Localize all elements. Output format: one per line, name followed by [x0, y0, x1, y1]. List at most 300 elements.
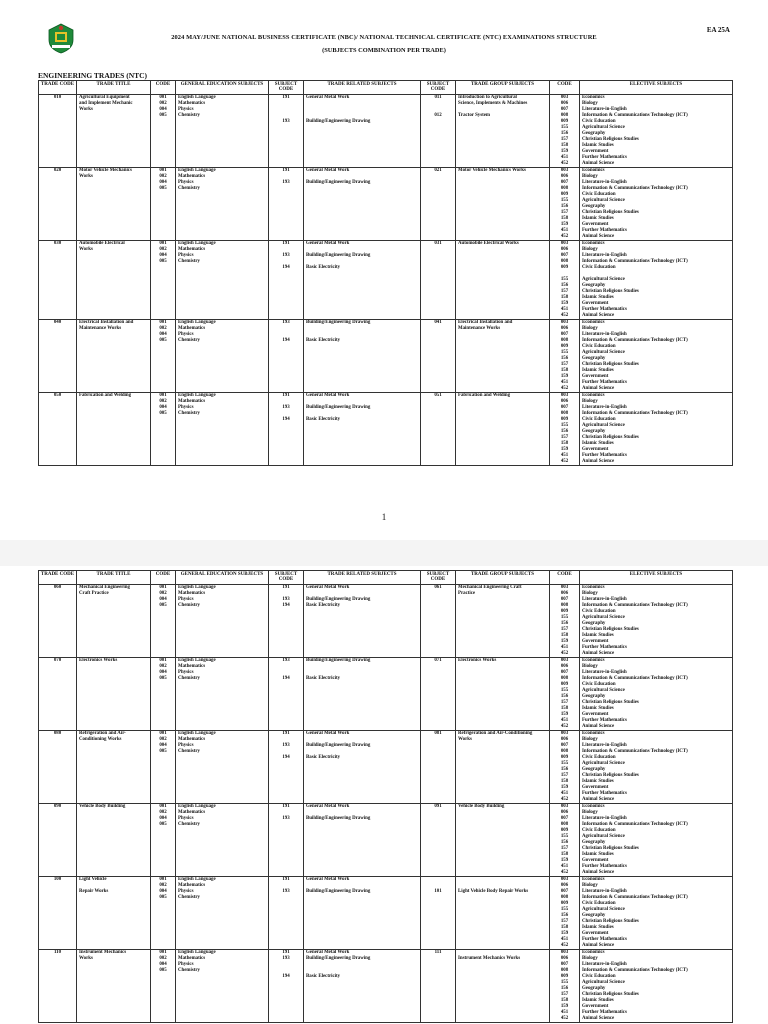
subject-name: Islamic Studies — [582, 215, 614, 221]
subject-code: 007 — [560, 252, 569, 258]
subject-name: Agricultural Science — [582, 906, 625, 912]
subject-code: 193 — [282, 252, 290, 258]
subject-code: 003 — [560, 392, 569, 398]
subject-name: Biology — [582, 882, 598, 888]
subject-code: 191 — [282, 392, 290, 398]
subject-code: 158 — [560, 632, 569, 638]
elective-codes — [550, 94, 580, 167]
trade-code: 080 — [39, 730, 77, 803]
subject-code: 159 — [560, 148, 569, 154]
subject-name: Animal Science — [582, 233, 615, 239]
subject-code: 156 — [560, 428, 569, 434]
subject-code: 003 — [560, 657, 569, 663]
subject-code: 156 — [560, 766, 569, 772]
general-education-codes — [151, 657, 176, 730]
trade-related-subjects — [304, 240, 421, 319]
page-number: 1 — [381, 512, 387, 522]
trade-code: 050 — [39, 392, 77, 465]
table-row — [39, 584, 733, 657]
subject-name: General Metal Work — [306, 803, 350, 809]
subject-name: Chemistry — [178, 602, 201, 608]
document-subtitle: (SUBJECTS COMBINATION PER TRADE) — [322, 47, 446, 54]
subject-code: 157 — [560, 434, 569, 440]
trade-group-subjects — [456, 392, 550, 465]
subject-name: Agricultural Science — [582, 614, 625, 620]
subject-name: Further Mathematics — [582, 644, 627, 650]
subject-code: 159 — [560, 373, 569, 379]
subject-code: 156 — [560, 985, 569, 991]
general-education-codes — [151, 949, 176, 1022]
subject-name: Basic Electricity — [306, 602, 341, 608]
subject-name: Physics — [178, 331, 194, 337]
subject-code: 004 — [159, 331, 167, 337]
subject-code: 191 — [282, 949, 290, 955]
subject-code: 157 — [560, 772, 569, 778]
subject-code: 004 — [159, 888, 167, 894]
subject-name: Biology — [582, 100, 598, 106]
subject-code: 452 — [560, 312, 569, 318]
subject-name: Agricultural Science — [582, 760, 625, 766]
subject-name: Government — [582, 446, 609, 452]
subject-name: Building/Engineering Drawing — [306, 404, 371, 410]
subject-name: General Metal Work — [306, 167, 350, 173]
trade-title-line: Conditioning Works — [79, 736, 122, 742]
trade-related-subjects — [304, 803, 421, 876]
subject-code: 451 — [560, 936, 569, 942]
subject-name: Economics — [582, 94, 605, 100]
subject-name: Government — [582, 857, 609, 863]
trade-related-codes — [269, 949, 304, 1022]
trade-group-subjects — [456, 730, 550, 803]
trade-title — [77, 392, 151, 465]
subject-code: 071 — [434, 657, 442, 663]
subject-name: Building/Engineering Drawing — [306, 888, 371, 894]
general-education-subjects — [176, 240, 269, 319]
trade-related-codes — [269, 167, 304, 240]
subject-code: 451 — [560, 717, 569, 723]
subject-name: Government — [582, 1003, 609, 1009]
subject-code: 061 — [434, 584, 442, 590]
subject-code: 031 — [434, 240, 442, 246]
subject-name: English Language — [178, 319, 216, 325]
subject-name: Civic Education — [582, 681, 616, 687]
column-header: SUBJECT CODE — [421, 81, 456, 95]
table-row — [39, 803, 733, 876]
trade-title-line: Works — [79, 246, 93, 252]
trade-related-codes — [269, 392, 304, 465]
trade-related-codes — [269, 730, 304, 803]
subject-name: Mathematics — [178, 325, 206, 331]
subject-code: 006 — [560, 736, 569, 742]
table-row — [39, 949, 733, 1022]
subject-code: 191 — [282, 876, 290, 882]
subject-code: 003 — [560, 240, 569, 246]
subject-name: Chemistry — [178, 821, 201, 827]
general-education-subjects — [176, 657, 269, 730]
subject-name: Agricultural Science — [582, 197, 625, 203]
subject-name: Biology — [582, 173, 598, 179]
subject-name: Chemistry — [178, 410, 201, 416]
subject-code: 452 — [560, 796, 569, 802]
subject-name: Agricultural Science — [582, 276, 625, 282]
general-education-codes — [151, 803, 176, 876]
elective-codes — [550, 876, 580, 949]
subject-name: Basic Electricity — [306, 973, 341, 979]
column-header: GENERAL EDUCATION SUBJECTS — [176, 81, 269, 95]
subject-code: 001 — [159, 584, 167, 590]
subject-name: Agricultural Science — [582, 979, 625, 985]
subject-code: 004 — [159, 252, 167, 258]
subject-name: Civic Education — [582, 754, 616, 760]
subject-name: General Metal Work — [306, 94, 350, 100]
subject-name: Islamic Studies — [582, 440, 614, 446]
subject-name: General Metal Work — [306, 949, 350, 955]
subject-name: Information & Communications Technology (ICT) — [582, 602, 688, 608]
general-education-subjects — [176, 319, 269, 392]
subject-name: English Language — [178, 392, 216, 398]
column-header: CODE — [550, 571, 580, 585]
subject-name: Physics — [178, 961, 194, 967]
general-education-codes — [151, 584, 176, 657]
subject-code: 194 — [282, 602, 290, 608]
subject-code: 158 — [560, 440, 569, 446]
subject-name: Christian Religious Studies — [582, 209, 639, 215]
subject-name: Government — [582, 373, 609, 379]
trade-related-codes — [269, 657, 304, 730]
subject-code: 159 — [560, 638, 569, 644]
subject-code: 005 — [159, 821, 167, 827]
subject-code: 001 — [159, 167, 167, 173]
subject-code: 001 — [159, 94, 167, 100]
subject-code: 003 — [560, 319, 569, 325]
subject-code: 008 — [560, 821, 569, 827]
subject-name: Chemistry — [178, 748, 201, 754]
subject-name: Building/Engineering Drawing — [306, 252, 371, 258]
table-row — [39, 319, 733, 392]
table-header-row — [39, 81, 733, 95]
subject-code: 001 — [159, 657, 167, 663]
elective-codes — [550, 657, 580, 730]
subject-code: 158 — [560, 705, 569, 711]
subject-name: Basic Electricity — [306, 337, 341, 343]
trade-related-codes — [269, 584, 304, 657]
subject-name: Biology — [582, 590, 598, 596]
elective-subjects — [580, 584, 733, 657]
general-education-subjects — [176, 803, 269, 876]
trade-group-codes — [421, 392, 456, 465]
subject-name: Physics — [178, 404, 194, 410]
trade-code: 070 — [39, 657, 77, 730]
subject-name: Further Mathematics — [582, 227, 627, 233]
subject-code: 006 — [560, 590, 569, 596]
elective-codes — [550, 803, 580, 876]
subject-name: Mathematics — [178, 882, 206, 888]
trade-group-subjects — [456, 319, 550, 392]
trade-title-line: Mechanical Engineering — [79, 584, 130, 590]
subject-name: Physics — [178, 815, 194, 821]
subject-code: 157 — [560, 626, 569, 632]
subject-name: Further Mathematics — [582, 154, 627, 160]
subject-code: 193 — [282, 888, 290, 894]
subject-name: Chemistry — [178, 337, 201, 343]
subject-code: 006 — [560, 398, 569, 404]
trade-code: 020 — [39, 167, 77, 240]
subject-code: 194 — [282, 675, 290, 681]
subjects-table-page-2 — [38, 570, 733, 1023]
trade-related-subjects — [304, 94, 421, 167]
subject-code: 005 — [159, 894, 167, 900]
subject-code: 002 — [159, 882, 167, 888]
column-header: SUBJECT CODE — [269, 81, 304, 95]
subject-name: Christian Religious Studies — [582, 699, 639, 705]
subject-code: 193 — [282, 596, 290, 602]
elective-subjects — [580, 167, 733, 240]
subject-code: 155 — [560, 906, 569, 912]
subject-code: 009 — [560, 754, 569, 760]
subject-code: 009 — [560, 191, 569, 197]
subject-code: 191 — [282, 167, 290, 173]
subject-code: 008 — [560, 337, 569, 343]
subject-code: 003 — [560, 876, 569, 882]
subject-code: 011 — [434, 94, 442, 100]
subject-code: 006 — [560, 173, 569, 179]
subject-code: 452 — [560, 942, 569, 948]
subject-name: Animal Science — [582, 385, 615, 391]
subject-name: Islamic Studies — [582, 778, 614, 784]
subject-name: Chemistry — [178, 185, 201, 191]
subject-name: Government — [582, 638, 609, 644]
subject-name: Literature-in-English — [582, 106, 627, 112]
general-education-subjects — [176, 94, 269, 167]
subject-code: 156 — [560, 282, 569, 288]
subject-name: Geography — [582, 428, 606, 434]
trade-title-line: and Implement Mechanic — [79, 100, 133, 106]
subject-name: Information & Communications Technology (ICT) — [582, 821, 688, 827]
column-header: TRADE CODE — [39, 571, 77, 585]
subject-name: Automobile Electrical Works — [458, 240, 519, 246]
elective-codes — [550, 167, 580, 240]
subject-name: English Language — [178, 876, 216, 882]
subject-name: Electronics Works — [458, 657, 497, 663]
column-header: TRADE GROUP SUBJECTS — [456, 571, 550, 585]
subject-name: Information & Communications Technology (ICT) — [582, 337, 688, 343]
trade-related-subjects — [304, 319, 421, 392]
subject-name: Mathematics — [178, 736, 206, 742]
column-header: ELECTIVE SUBJECTS — [580, 571, 733, 585]
general-education-subjects — [176, 392, 269, 465]
subject-code: 012 — [434, 112, 442, 118]
trade-related-codes — [269, 319, 304, 392]
subject-code: 008 — [560, 748, 569, 754]
subject-code: 158 — [560, 997, 569, 1003]
trade-title — [77, 167, 151, 240]
column-header: TRADE TITLE — [77, 571, 151, 585]
table-row — [39, 657, 733, 730]
column-header: ELECTIVE SUBJECTS — [580, 81, 733, 95]
subject-code: 451 — [560, 452, 569, 458]
subject-code: 157 — [560, 699, 569, 705]
subject-code: 194 — [282, 754, 290, 760]
subject-code: 452 — [560, 1015, 569, 1021]
subject-code: 008 — [560, 602, 569, 608]
subject-code: 157 — [560, 209, 569, 215]
general-education-subjects — [176, 167, 269, 240]
subject-name: Geography — [582, 839, 606, 845]
subject-code: 001 — [159, 392, 167, 398]
subject-code: 159 — [560, 857, 569, 863]
subject-name: Civic Education — [582, 118, 616, 124]
subject-name: Information & Communications Technology (ICT) — [582, 258, 688, 264]
subject-code: 156 — [560, 620, 569, 626]
elective-subjects — [580, 240, 733, 319]
subject-name: Christian Religious Studies — [582, 772, 639, 778]
trade-title-line: Instrument Mechanics — [79, 949, 127, 955]
subject-name: Vehicle Body Building — [458, 803, 505, 809]
trade-group-subjects — [456, 94, 550, 167]
subject-code: 452 — [560, 650, 569, 656]
subject-code: 004 — [159, 404, 167, 410]
subject-name: Literature-in-English — [582, 961, 627, 967]
subject-name: Agricultural Science — [582, 349, 625, 355]
subject-code: 006 — [560, 246, 569, 252]
trade-related-subjects — [304, 730, 421, 803]
elective-codes — [550, 392, 580, 465]
subject-name: Government — [582, 930, 609, 936]
trade-related-subjects — [304, 392, 421, 465]
elective-codes — [550, 949, 580, 1022]
subject-code: 002 — [159, 398, 167, 404]
subject-code: 007 — [560, 815, 569, 821]
subject-code: 002 — [159, 809, 167, 815]
subject-name: Civic Education — [582, 191, 616, 197]
subject-code: 002 — [159, 590, 167, 596]
subject-name: Islamic Studies — [582, 294, 614, 300]
subject-code: 193 — [282, 179, 290, 185]
subject-code: 156 — [560, 203, 569, 209]
document-code: EA 25A — [706, 26, 730, 34]
subject-code: 101 — [434, 888, 442, 894]
subject-name: English Language — [178, 730, 216, 736]
elective-codes — [550, 319, 580, 392]
subject-code: 155 — [560, 349, 569, 355]
subject-name: Mathematics — [178, 173, 206, 179]
column-header: TRADE CODE — [39, 81, 77, 95]
subject-name: Literature-in-English — [582, 596, 627, 602]
subject-code: 451 — [560, 1009, 569, 1015]
subject-name: Biology — [582, 398, 598, 404]
trade-related-subjects — [304, 584, 421, 657]
subject-code: 009 — [560, 608, 569, 614]
subject-code: 156 — [560, 912, 569, 918]
subject-code: 158 — [560, 215, 569, 221]
subject-code: 008 — [560, 185, 569, 191]
subject-code: 451 — [560, 863, 569, 869]
general-education-codes — [151, 392, 176, 465]
subject-name: Mathematics — [178, 246, 206, 252]
general-education-subjects — [176, 876, 269, 949]
subject-code: 193 — [282, 657, 290, 663]
subject-code: 157 — [560, 136, 569, 142]
subject-name: Physics — [178, 888, 194, 894]
subject-code: 158 — [560, 294, 569, 300]
table-row — [39, 392, 733, 465]
subject-name: Agricultural Science — [582, 422, 625, 428]
subject-name: Geography — [582, 130, 606, 136]
elective-subjects — [580, 319, 733, 392]
subject-name: Electrical Installation and — [458, 319, 513, 325]
elective-subjects — [580, 803, 733, 876]
subject-code: 156 — [560, 693, 569, 699]
trade-group-subjects — [456, 240, 550, 319]
column-header: CODE — [550, 81, 580, 95]
subject-code: 009 — [560, 416, 569, 422]
subject-name: Building/Engineering Drawing — [306, 118, 371, 124]
subject-name: Chemistry — [178, 258, 201, 264]
trade-group-codes — [421, 657, 456, 730]
subject-name: Government — [582, 221, 609, 227]
subject-code: 008 — [560, 967, 569, 973]
subject-code: 158 — [560, 778, 569, 784]
trade-group-codes — [421, 240, 456, 319]
general-education-codes — [151, 240, 176, 319]
subject-code: 159 — [560, 221, 569, 227]
trade-title-line: Electronics Works — [79, 657, 118, 663]
subject-code: 191 — [282, 240, 290, 246]
subject-name: Economics — [582, 240, 605, 246]
subject-code: 007 — [560, 669, 569, 675]
subject-name: Civic Education — [582, 416, 616, 422]
table-row — [39, 730, 733, 803]
subject-name: Islamic Studies — [582, 997, 614, 1003]
subject-code: 081 — [434, 730, 442, 736]
trade-code: 110 — [39, 949, 77, 1022]
subject-code: 155 — [560, 833, 569, 839]
subject-code: 194 — [282, 337, 290, 343]
subject-name: Information & Communications Technology (ICT) — [582, 748, 688, 754]
subject-name: Government — [582, 711, 609, 717]
subject-name: Further Mathematics — [582, 790, 627, 796]
subject-name: Further Mathematics — [582, 717, 627, 723]
subject-name: Islamic Studies — [582, 705, 614, 711]
subject-name: English Language — [178, 803, 216, 809]
subject-code: 002 — [159, 325, 167, 331]
subject-code: 008 — [560, 410, 569, 416]
subject-name: Civic Education — [582, 827, 616, 833]
subject-code: 452 — [560, 869, 569, 875]
subject-name: Instrument Mechanics Works — [458, 955, 521, 961]
elective-subjects — [580, 730, 733, 803]
subject-name: Mathematics — [178, 955, 206, 961]
subject-name: Government — [582, 784, 609, 790]
trade-title — [77, 584, 151, 657]
subject-name: Basic Electricity — [306, 264, 341, 270]
subject-code: 009 — [560, 264, 569, 270]
trade-related-codes — [269, 240, 304, 319]
subject-name: Animal Science — [582, 869, 615, 875]
subject-name: Economics — [582, 657, 605, 663]
subject-name: Chemistry — [178, 967, 201, 973]
subject-name: English Language — [178, 949, 216, 955]
subject-code: 452 — [560, 723, 569, 729]
subject-code: 007 — [560, 596, 569, 602]
table-row — [39, 167, 733, 240]
subject-name: Light Vehicle Body Repair Works — [458, 888, 529, 894]
subject-name: Building/Engineering Drawing — [306, 319, 371, 325]
trade-title-line: Vehicle Body Building — [79, 803, 126, 809]
subject-code: 007 — [560, 888, 569, 894]
subject-name: Further Mathematics — [582, 936, 627, 942]
subject-name: Christian Religious Studies — [582, 845, 639, 851]
